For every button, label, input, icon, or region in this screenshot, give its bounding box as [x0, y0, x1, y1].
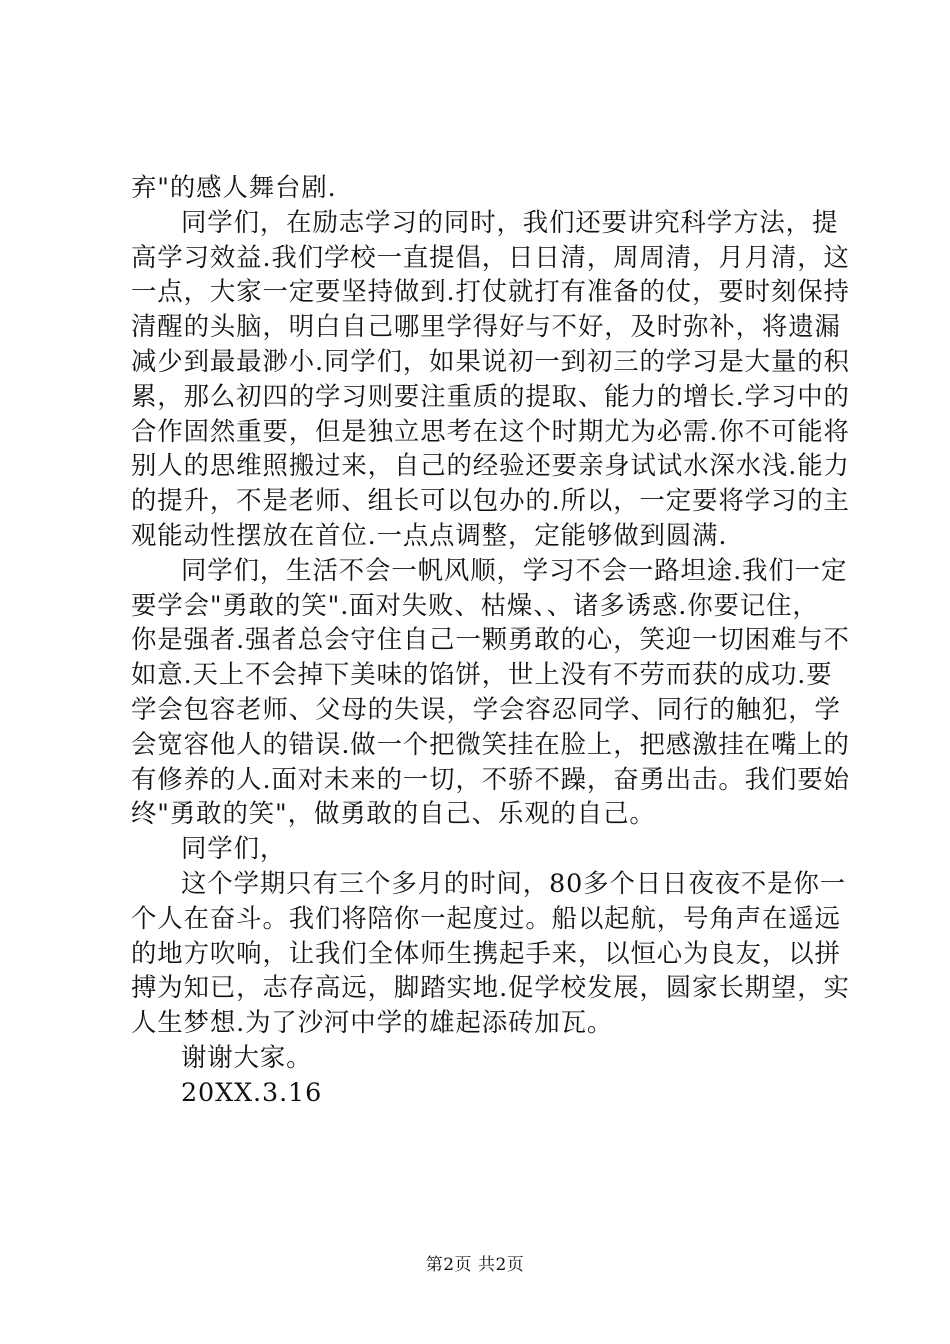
text-line: 如意.天上不会掉下美味的馅饼，世上没有不劳而获的成功.要 [131, 659, 833, 690]
text-line: 学会包容老师、父母的失误，学会容忍同学、同行的触犯，学 [131, 693, 841, 724]
text-line: 终"勇敢的笑"，做勇敢的自己、乐观的自己。 [131, 798, 656, 829]
text-line: 搏为知已，志存高远，脚踏实地.促学校发展，圆家长期望，实 [131, 972, 850, 1003]
text-line: 会宽容他人的错误.做一个把微笑挂在脸上，把感激挂在嘴上的 [131, 728, 850, 759]
text-line: 要学会"勇敢的笑".面对失败、枯燥、、诸多诱惑.你要记住， [131, 589, 819, 620]
text-line: 的提升，不是老师、组长可以包办的.所以，一定要将学习的主 [131, 485, 850, 516]
text-line: 弃"的感人舞台剧. [131, 172, 337, 202]
salutation-line: 同学们， [181, 833, 287, 864]
paragraph-start-line: 同学们，生活不会一帆风顺，学习不会一路坦途.我们一定 [181, 554, 848, 585]
text-line: 个人在奋斗。我们将陪你一起度过。船以起航，号角声在遥远 [131, 902, 841, 933]
closing-line: 谢谢大家。 [181, 1041, 313, 1072]
paragraph-start-line: 这个学期只有三个多月的时间，80多个日日夜夜不是你一 [181, 867, 847, 898]
text-line: 的地方吹响，让我们全体师生携起手来，以恒心为良友，以拼 [131, 937, 841, 968]
text-line: 合作固然重要，但是独立思考在这个时期尤为必需.你不可能将 [131, 415, 850, 446]
text-line: 一点，大家一定要坚持做到.打仗就打有准备的仗，要时刻保持 [131, 276, 850, 307]
text-line: 别人的思维照搬过来，自己的经验还要亲身试试水深水浅.能力 [131, 450, 850, 481]
text-line: 人生梦想.为了沙河中学的雄起添砖加瓦。 [131, 1007, 614, 1038]
text-line: 高学习效益.我们学校一直提倡，日日清，周周清，月月清，这 [131, 241, 850, 272]
date-line: 20XX.3.16 [181, 1076, 323, 1107]
paragraph-start-line: 同学们，在励志学习的同时，我们还要讲究科学方法，提 [181, 206, 839, 237]
text-line: 观能动性摆放在首位.一点点调整，定能够做到圆满. [131, 519, 728, 550]
document-body [131, 170, 850, 1110]
text-line: 减少到最最渺小.同学们，如果说初一到初三的学习是大量的积 [131, 345, 850, 376]
text-line: 有修养的人.面对未来的一切，不骄不躁，奋勇出击。我们要始 [131, 763, 850, 794]
text-line: 清醒的头脑，明白自己哪里学得好与不好，及时弥补，将遗漏 [131, 311, 841, 342]
text-line: 你是强者.强者总会守住自己一颗勇敢的心，笑迎一切困难与不 [131, 624, 850, 655]
text-line: 累，那么初四的学习则要注重质的提取、能力的增长.学习中的 [131, 380, 850, 411]
page-footer: 第2页 共2页 [425, 1255, 525, 1275]
